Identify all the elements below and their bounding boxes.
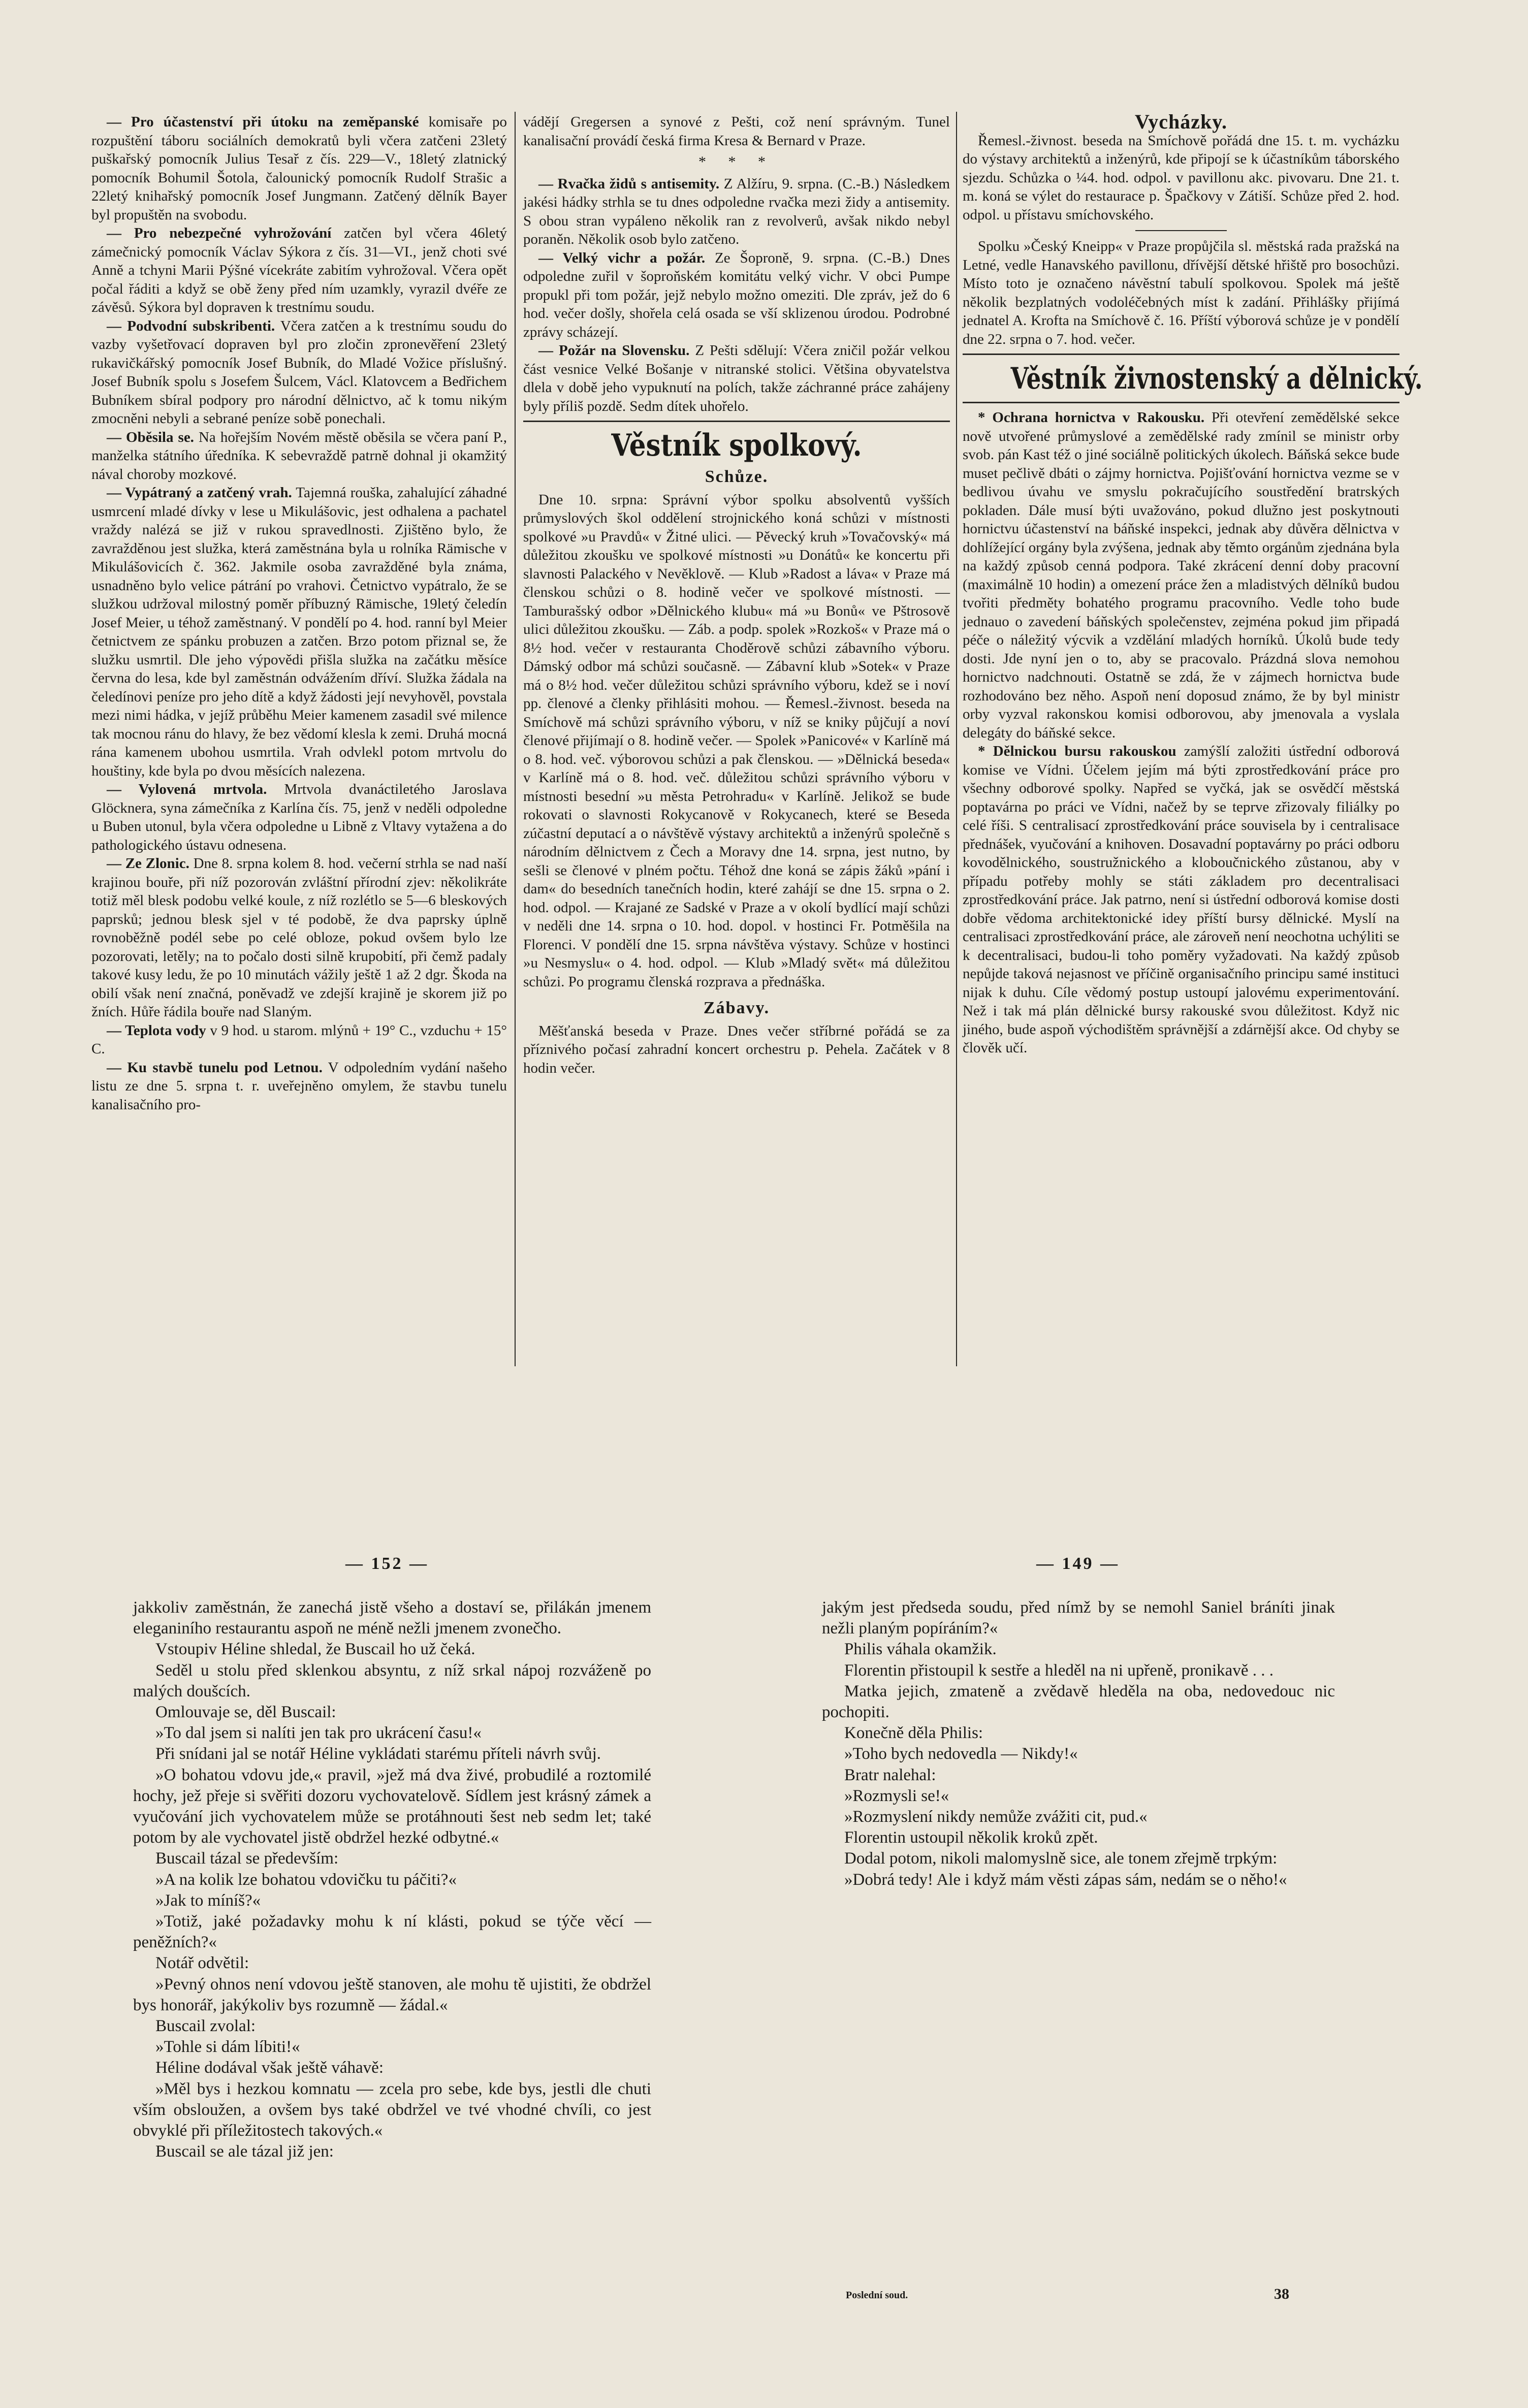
article-heading: — Podvodní subskribenti. (107, 317, 275, 334)
article-heading: * Dělnickou bursu rakouskou (978, 743, 1176, 759)
vestnik-spolkovy-title: Věstník spolkový. (611, 428, 862, 463)
story-paragraph: Notář odvětil: (155, 1954, 249, 1973)
article-heading: — Vylovená mrtvola. (107, 781, 267, 797)
story-paragraph: Omlouvaje se, děl Buscail: (155, 1703, 336, 1722)
article-body: v 9 hod. u starom. mlýnů + 19° C., vzduchu + 15° C. (91, 1022, 507, 1057)
article-body: V odpoledním vydání našeho listu ze dne 5. srpna t. r. uveřejněno omylem, že stavbu tunelu kanalisačního pro- (91, 1059, 507, 1113)
story-paragraph: Buscail tázal se především: (155, 1849, 339, 1868)
news-article (963, 742, 1399, 1057)
article-heading: — Ze Zlonic. (107, 855, 189, 872)
news-article (91, 854, 507, 1021)
story-paragraph: »Měl bys i hezkou komnatu — zcela pro sebe, kde bys, jestli dle chuti vším obsloužen, a ovšem bys také obdržel ve tvé vhodné chvíli, co jest obvyklé při příležitostech takových.« (133, 2079, 651, 2140)
news-article (91, 113, 507, 224)
news-article (91, 224, 507, 317)
story-paragraph: »To dal jsem si nalíti jen tak pro ukrácení času!« (155, 1724, 482, 1743)
upper-right-column (963, 110, 1423, 1057)
article-body: Včera zatčen a k trestnímu soudu do vazby vyšetřovací dopraven byl pro zločin zpronevěření 23letý rukavičkářský pomocník Josef Bubník, do Mladé Vožice příslušný. Josef Bubník spolu s Josefem Šulcem, Václ. Klatovcem a Bedřichem Bubníkem sbíral podpory pro národní dělnictvo, ač k tomu nikým zmocněni nebyli a sebrané peníze sobě ponechali. (91, 317, 507, 427)
story-paragraph: »Jak to míníš?« (155, 1891, 261, 1910)
article-body: Při otevření zemědělské sekce nově utvořené průmyslové a zemědělské rady zmínil se ministr orby svob. pán Kast též o jiné sociálně politických úkolech. Báňská sekce bude muset pečlivě dbáti o zájmy hornictva. Pojišťování hornictva vezme se v bedlivou úvahu ve smyslu pokračujícího soustředění bratrských pokladen. Dále musí býti uvažováno, pokud dlužno jest poskytnouti hornictvu účastenství na báňské inspekci, jednak aby důvěra dělnictva v dohlížející orgány byla zvýšena, jednak aby těmto orgánům zjednána byla na každý způsob cenná podpora. Také zkrácení denní doby pracovní (maximálně 10 hodin) a omezení práce žen a mladistvých dělníků budou tvořiti předměty bohatého programu pracovního. Vedle toho bude jednauo o zavedení báňských společenstev, zejména pokud jim připadá péče o náležitý výcvik a vzdělání mladých horníků. Úkolů bude tedy dosti. Jde nyní jen o to, aby se pracovalo. Prázdná slova nemohou hornictvo nadchnouti. Ostatně se zdá, že v zájmech hornictva bude rozhodováno bez něho. Aspoň není doposud známo, že by byl ministr orby vyzval rakonskou komisi odborovou, aby jmenovala a vyslala delegáty do báňské sekce. (963, 409, 1400, 741)
news-article (91, 484, 507, 780)
story-paragraph: Florentin přistoupil k sestře a hleděl na ni upřeně, pronikavě . . . (844, 1661, 1274, 1680)
news-article (91, 428, 507, 484)
continuation-text: vádějí Gregersen a synové z Pešti, což není správným. Tunel kanalisační provádí česká firma Kresa & Bernard v Praze. (523, 114, 950, 149)
divider (963, 402, 1399, 403)
vychazky-heading: Vycházky. (1134, 110, 1227, 133)
story-paragraph: »Rozmyslení nikdy nemůže zvážiti cit, pud.« (844, 1808, 1148, 1826)
article-body: Z Alžíru, 9. srpna. (C.-B.) Následkem jakési hádky strhla se tu dnes odpoledne rvačka mezi židy a antisemity. S obou stran vypáleno několik ran z revolverů, avšak nikdo nebyl poraněn. Několik osob bylo zatčeno. (523, 175, 950, 247)
short-divider (1135, 230, 1227, 231)
story-paragraph: Konečně děla Philis: (844, 1724, 983, 1743)
story-paragraph: Héline dodával však ještě váhavě: (155, 2059, 384, 2077)
story-paragraph: Florentin ustoupil několik kroků zpět. (844, 1828, 1098, 1847)
divider (963, 354, 1399, 355)
page-number-left: — 152 — (345, 1554, 429, 1573)
zabavy-text: Měšťanská beseda v Praze. Dnes večer stříbrné pořádá se za příznivého počasí zahradní koncert orchestru p. Pehela. Začátek v 8 hodin večer. (523, 1022, 950, 1076)
article-body: komisaře po rozpuštění táboru sociálních demokratů byli včera zatčeni 23letý puškařský pomocník Julius Tesař z čís. 229—V., 18letý zlatnický pomocník Bohumil Šotola, čalounický pomocník Rudolf Strašic a 22letý knihařský pomocník Josef Jungmann. Zatčený dělník Bayer byl propuštěn na svobodu. (91, 114, 507, 223)
section-stars: * * * (698, 153, 775, 170)
cesky-kneipp-text: Spolku »Český Kneipp« v Praze propůjčila sl. městská rada pražská na Letné, vedle Hanavského pavillonu, dřívější dětské hřiště pro bosochůzi. Místo toto je označeno návěstní tabulí spolkovou. Spolek má ještě několik bezplatných vodoléčebných míst k zadání. Přihlášky přijímá jednatel A. Krofta na Smíchově č. 16. Příští výborová schůze je v pondělí dne 22. srpna o 7. hod. večer. (963, 238, 1399, 347)
divider (523, 421, 950, 422)
news-article (963, 408, 1399, 742)
news-article (523, 249, 950, 342)
news-article (91, 1058, 507, 1114)
column-rule (956, 112, 957, 1366)
schuze-heading: Schůze. (705, 467, 769, 486)
article-body: Dne 8. srpna kolem 8. hod. večerní strhla se nad naší krajinou bouře, při níž pozorován zvláštní přírodní zjev: několikráte totiž měl blesk podobu velké koule, z níž rozlétlo se 5—6 bleskových paprsků; jednou blesk sjel v té podobě, že dva paprsky úplně rovnoběžně podél sebe po celé obloze, pokud ovšem bylo lze pozorovati, letěly; na to počalo dosti silně krupobití, při čemž padaly takové kusy ledu, že po 10 minutách vážily ještě 1 až 2 dgr. Škoda na obilí však není značná, poněvadž ve zdejší krajině je skorem již po žních. Hůře řádila bouře nad Slaným. (91, 855, 507, 1020)
article-heading: — Velký vichr a požár. (538, 249, 706, 266)
story-paragraph: jakým jest předseda soudu, před nímž by se nemohl Saniel bráníti jinak nežli planým popíráním?« (822, 1598, 1335, 1638)
lower-right-column (822, 1597, 1335, 1890)
story-paragraph: jakkoliv zaměstnán, že zanechá jistě všeho a dostaví se, přilákán jmenem eleganiního restaurantu aspoň ne méně nežli jmenem zvonečho. (133, 1598, 651, 1638)
upper-left-column (91, 113, 507, 1114)
story-paragraph: »Toho bych nedovedla — Nikdy!« (844, 1745, 1078, 1763)
story-paragraph: Při snídani jal se notář Héline vykládati starému příteli návrh svůj. (155, 1745, 601, 1763)
story-paragraph: Philis váhala okamžik. (844, 1640, 997, 1659)
story-paragraph: »A na kolik lze bohatou vdovičku tu páčiti?« (155, 1870, 457, 1889)
vestnik-zivnostensky-title: Věstník živnostenský a dělnický. (1010, 361, 1423, 396)
article-heading: — Pro nebezpečné vyhrožování (107, 225, 332, 241)
article-heading: — Požár na Slovensku. (538, 342, 690, 359)
story-paragraph: Matka jejich, zmateně a zvědavě hleděla na oba, nedovedouc nic pochopiti. (822, 1682, 1335, 1722)
article-heading: * Ochrana hornictva v Rakousku. (978, 409, 1205, 426)
article-body: zamýšlí založiti ústřední odborová komise ve Vídni. Účelem jejím má býti zprostředkování práce pro všechny odborové spolky. Napřed se vyčká, jak se osvědčí městská poptavárna po práci ve Vídni, načež by se teprve zřizovaly filiálky po celé říši. S centralisací zprostředkování práce souvisela by i centralisace přednášek, vyučování a knihoven. Dosavadní poptavárny po práci odboru kovodělnického, soustružnického a kloboučnického zůstanou, aby v případu potřeby mohly se státi základem pro decentralisaci zprostředkování práce. Jak patrno, není si ústřední odborová komise dosti dobře vědoma architektonické idey příští bursy dělnické. Myslí na centralisaci zprostředkování práce, ale zároveň není neochotna uchýliti se k decentralisaci, budou-li toho poměry vyžadovati. Na každý způsob nepůjde taková nejasnost ve příčině organisačního principu samé instituci nijak k duhu. Cíle vědomý postup ustoupí jalovému experimentování. Než i tak má plán dělnické bursy rakouské svou důležitost. Když nic jiného, bude aspoň východištěm správnější a zdárnější akce. Od chyby se člověk učí. (963, 743, 1399, 1056)
article-heading: — Rvačka židů s antisemity. (538, 175, 720, 192)
story-paragraph: Seděl u stolu před sklenkou absyntu, z níž srkal nápoj rozváženě po malých doušcích. (133, 1661, 651, 1700)
news-article (523, 175, 950, 249)
column-rule (515, 112, 516, 1366)
story-paragraph: Buscail se ale tázal již jen: (155, 2142, 334, 2161)
right-articles (963, 408, 1399, 1057)
story-paragraph: Vstoupiv Héline shledal, že Buscail ho už čeká. (155, 1640, 475, 1659)
news-article (523, 341, 950, 415)
vychazky-text: Řemesl.-živnost. beseda na Smíchově pořádá dne 15. t. m. vycházku do výstavy architektů a inženýrů, kde připojí se k účastníkům táborského sjezdu. Schůzka o ¼4. hod. odpol. v pavillonu akc. pivovaru. Dne 21. t. m. koná se výlet do restaurace p. Špačkovy v Zátiší. Schůze před 2. hod. odpol. u přístavu smíchovského. (963, 132, 1399, 223)
story-paragraph: »Rozmysli se!« (844, 1786, 949, 1805)
article-heading: — Ku stavbě tunelu pod Letnou. (107, 1059, 323, 1076)
article-body: Tajemná rouška, zahalující záhadné usmrcení mladé dívky v lese u Mikulášovic, jest odhalena a pachatel vraždy nalézá se již v rukou spravedlnosti. Zjištěno bylo, že zavražděnou jest služka, která zaměstnána byla u rolníka Rämische v Mikulášovicích č. 362. Jakmile osoba zavražděné byla známa, usnadněno bylo velice pátrání po vrahovi. Četnictvo vypátralo, že se služkou udržoval milostný poměr příbuzný Rämische, 19letý čeledín Josef Meier, u téhož zaměstnaný. V pondělí po 4. hod. ranní byl Meier četnictvem ze spánku probuzen a zatčen. Brzo potom přiznal se, že služku usmrtil. Dle jeho výpovědi přišla služka na začátku měsíce června do lesa, kde byl zaměstnán odvážením dříví. Služka žádala na čeledínovi peníze pro jeho dítě a když žádosti její nevyhověl, povstala mezi nimi hádka, v jejíž průběhu Meier kamenem zasadil své milence tak mocnou ránu do hlavy, že bez vědomí klesla k zemi. Druhá mocná rána kamenem ubohou usmrtila. Vrah odvlekl potom mrtvolu do houštiny, kde byla po dvou měsících nalezena. (91, 485, 507, 779)
story-paragraph: Buscail zvolal: (155, 2017, 256, 2036)
story-paragraph: »Pevný ohnos není vdovou ještě stanoven, ale mohu tě ujistiti, že obdržel bys honorář, jakýkoliv bys rozumně — žádal.« (133, 1975, 651, 2014)
page-number-right: — 149 — (1036, 1554, 1120, 1573)
article-heading: — Pro účastenství při útoku na zeměpanské (107, 114, 419, 130)
schuze-text: Dne 10. srpna: Správní výbor spolku absolventů vyšších průmyslových škol oddělení strojnického koná schůzi v místnosti spolkové »u Pravdů« v Žitné ulici. — Pěvecký kruh »Tovačovský« má důležitou zkoušku ve spolkové místnosti »u Donátů« ke koncertu při slavnosti Palackého v Nevěklově. — Klub »Radost a láva« v Praze má členskou schůzi o 8. hodině večer ve spolkové místnosti. — Tamburašský odbor »Dělnického klubu« má »u Bonů« ve Pštrosově ulici důležitou zkoušku. — Záb. a podp. spolek »Rozkoš« v Praze má o 8½ hod. večer v restauranta Choděrově schůzi zábavního výboru. Dámský odbor má schůzi současně. — Zábavní klub »Sotek« v Praze má o 8½ hod. večer důležitou schůzi správního výboru, kdež se i noví pp. členové a členky přihlásiti mohou. — Řemesl.-živnost. beseda na Smíchově má schůzi správního výboru, v níž se kniky půjčují a noví členové přijímají o 8. hodině večer. — Spolek »Panicové« v Karlíně má o 8. hod. več. výborovou schůzi a pak členskou. — »Dělnická beseda« v Karlíně má o 8. hod. več. důležitou schůzi správního výboru v místnosti besední »u města Petrohradu« v Karlíně. Jelikož se bude rokovati o slavnosti Rokycanově v Rokycanech, které se Beseda zúčastní deputací a o návštěvě výstavy architektů a inženýrů společně s národním dělnictvem z Čech a Moravy dne 14. srpna, jest nutno, by sešli se členové v plném počtu. Téhož dne koná se zápis žáků »pání i dam« do besedních tanečních hodin, které zahájí se dne 15. srpna o 2. hod. odpol. — Krajané ze Sadské v Praze a v okolí bydlící mají schůzi v neděli dne 14. srpna o 10. hod. dopol. v hostinci Fr. Potměšila na Florenci. V pondělí dne 15. srpna návštěva výstavy. Schůze v hostinci »u Nesmyslu« o 4. hod. odpol. — Klub »Mladý svět« má důležitou schůzi. Po programu členská rozprava a přednáška. (523, 491, 950, 990)
article-heading: — Teplota vody (107, 1022, 206, 1039)
middle-articles (523, 175, 950, 416)
news-article (91, 780, 507, 854)
story-paragraph: »Totiž, jaké požadavky mohu k ní klásti, pokud se týče věcí — peněžních?« (133, 1912, 651, 1952)
story-paragraph: Dodal potom, nikoli malomyslně sice, ale tonem zřejmě trpkým: (844, 1849, 1278, 1868)
news-article (91, 1021, 507, 1058)
story-paragraph: »O bohatou vdovu jde,« pravil, »jež má dva živé, probudilé a roztomilé hochy, jež přeje si svěřiti dozoru vychovatelově. Sídlem jest krásný zámek a vyučování jich vychovatelem může se protáhnouti šest neb sedm let; také potom by ale vychovatel jistě obdržel hezké odbytné.« (133, 1765, 651, 1847)
story-paragraph: Bratr nalehal: (844, 1765, 936, 1784)
article-body: Z Pešti sdělují: Včera zničil požár velkou část vesnice Velké Bošanje v nitranské stolici. Většina obyvatelstva dlela v době jeho vypuknutí na polích, takže záchranné práce zahájeny byly příliš pozdě. Sedm dítek uhořelo. (523, 342, 950, 414)
zabavy-heading: Zábavy. (703, 999, 770, 1017)
article-body: Mrtvola dvanáctiletého Jaroslava Glöcknera, syna zámečníka z Karlína čís. 75, jenž v neděli odpoledne u Buben utonul, byla včera odpoledne u Libně z Vltavy vytažena a do pathologického ústavu odnesena. (91, 781, 507, 853)
article-body: Na hořejším Novém městě oběsila se včera paní P., manželka státního úředníka. K sebevraždě patrně dohnal ji okamžitý nával choroby mozkové. (91, 429, 507, 483)
footer-label: Poslední soud. (846, 2290, 908, 2301)
article-heading: — Oběsila se. (107, 429, 194, 445)
story-paragraph: »Dobrá tedy! Ale i když mám věsti zápas sám, nedám se o něho!« (844, 1870, 1287, 1889)
article-body: zatčen byl včera 46letý zámečnický pomocník Václav Sýkora z čís. 31—VI., jenž choti své Anně a tchyni Marii Pýšné vícekráte zabitím vyhrožoval. Včera opět počal řáditi a když se obě ženy před ním uzamkly, vyrazil dvéře ze závěsů. Sýkora byl dopraven k trestnímu soudu. (91, 225, 507, 315)
article-heading: — Vypátraný a zatčený vrah. (107, 485, 292, 501)
story-paragraph: »Tohle si dám líbiti!« (155, 2038, 300, 2057)
upper-middle-column (523, 113, 950, 1077)
article-body: Ze Šoproně, 9. srpna. (C.-B.) Dnes odpoledne zuřil v šoproňském komitátu velký vichr. V obci Pumpe propukl při tom požár, jejž nebylo možno omeziti. Dle zpráv, jež do 6 hod. večer došly, shořela celá osada se vší sklizenou úrodou. Podrobné zprávy scházejí. (523, 249, 950, 340)
news-article (91, 317, 507, 428)
lower-left-column (133, 1597, 651, 2162)
footer-number: 38 (1274, 2286, 1289, 2302)
